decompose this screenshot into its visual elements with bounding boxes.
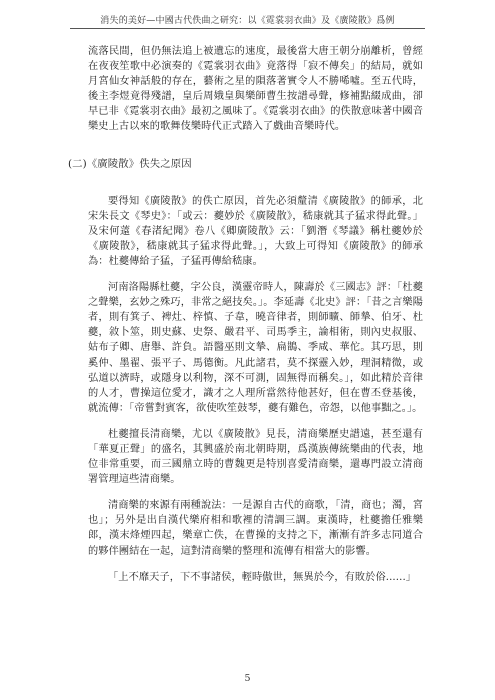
- paragraph-3: 河南洛陽縣杜夔，字公良，漢靈帝時人，陳壽於《三國志》評：「杜夔之聲樂，玄妙之殊巧，非常之絕技矣。」。李延壽《北史》評：「昔之言樂陽者，則有箕子、裨灶、梓慎、子韋，曉音律者，則師曠、師摯、伯牙、杜夔，敘卜筮，則史蘇、史祭、嚴君平、司馬季主，論相術，則內史叔服、姑布子卿、唐舉、許負。語醫巫則文摯、扁鵲、季咸、華佗。其巧思，則奚仲、墨翟、張平子、馬德衡。凡此諸君，莫不探靈入妙，理洞精微，或弘道以濟時，或隱身以利物，深不可測，固無得而稱矣。」，如此精於音律的人才，曹操這位愛才，識才之人理所當然待他甚好，但在曹丕登基後，就流傳：「帝嘗對賓客，欲使吹笙鼓琴，夔有難色，帝怨，以他事黜之。」。: [88, 282, 423, 414]
- paragraph-5: 清商樂的來源有兩種說法：一是源自古代的商歌，「清，商也；濁，宮也」；另外是出自漢代樂府相和歌裡的清調三調。東漢時，杜夔擔任雅樂郎，漢末烽煙四起，樂章亡佚，在曹操的支持之下，漸漸有許多志同道合的夥伴團結在一起，這對清商樂的整理和流傳有相當大的影響。: [88, 500, 423, 557]
- quote-line: 「上不靡天子，下不事諸侯，輕時傲世，無異於今，有敗於俗......」: [108, 571, 417, 583]
- running-header: 消失的美好—中國古代佚曲之研究：以《霓裳羽衣曲》及《廣陵散》爲例: [100, 16, 395, 26]
- page-number: 5: [244, 673, 251, 684]
- paragraph-4: 杜夔擅長清商樂，尤以《廣陵散》見長，清商樂歷史譜遠，甚至還有「華夏正聲」的盛名，其興盛於南北朝時期，爲漢族傳統樂曲的代表，地位非常重要，而三國鼎立時的曹魏更是特別喜愛清商樂，還專門設立清商署管理這些清商樂。: [88, 428, 423, 486]
- paragraph-1: 流落民間，但仍無法追上被遺忘的速度，最後當大唐王朝分崩離析，曾經在夜夜笙歌中必演奏的《霓裳羽衣曲》竟落得「寂不傳矣」的結局，就如月宮仙女神話般的存在，藝術之星的隕落著實令人不勝唏噓。至五代時，後主李煜竟得殘譜，皇后周娥皇與樂師曹生按譜尋聲，修補點綴成曲，卻早已非《霓裳羽衣曲》最初之風味了。《霓裳羽衣曲》的佚散意味著中國音樂史上古以來的歌舞伎樂時代正式踏入了戲曲音樂時代。: [88, 46, 423, 133]
- header-rule: [70, 28, 425, 29]
- section-heading: (二)《廣陵散》佚失之原因: [68, 157, 192, 170]
- page-body: [68, 44, 423, 585]
- paragraph-2: 要得知《廣陵散》的佚亡原因，首先必須釐清《廣陵散》的師承，北宋朱長文《琴史》：「或云：夔妙於《廣陵散》，嵇康就其子猛求得此聲。」及宋何薳《春渚紀聞》卷八《卿廣陵散》云：「劉潛《琴議》稱杜夔妙於《廣陵散》，嵇康就其子猛求得此聲。」，大致上可得知《廣陵散》的師承為：杜夔傳給子猛，子猛再傳給嵇康。: [88, 195, 423, 267]
